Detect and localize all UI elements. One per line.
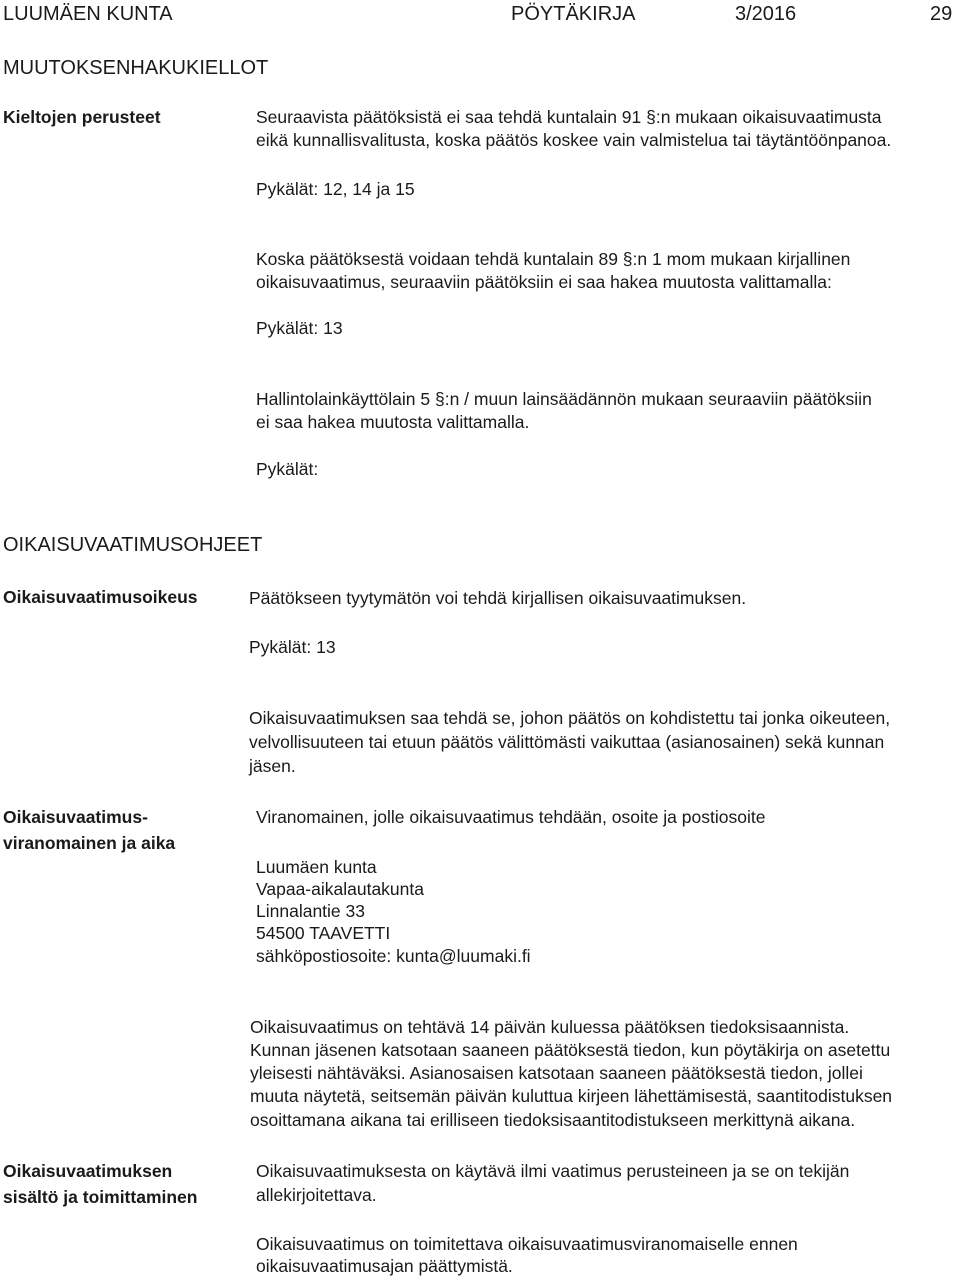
paragraph-line: muuta näytetä, seitsemän päivän kuluttua kirjeen lähettämisestä, saantitodistuksen [250,1086,893,1106]
paragraph-line: Viranomainen, jolle oikaisuvaatimus tehdään, osoite ja postiosoite [256,807,766,827]
paragraph-line: oikaisuvaatimusajan päättymistä. [256,1256,513,1276]
page-number: 29 [930,3,953,25]
paragraph-line: ei saa hakea muutosta valittamalla. [256,412,530,432]
pykalat-line: Pykälät: 12, 14 ja 15 [256,179,415,199]
paragraph-line: Oikaisuvaatimuksesta on käytävä ilmi vaatimus perusteineen ja se on tekijän [256,1161,850,1181]
paragraph-line: Päätökseen tyytymätön voi tehdä kirjallisen oikaisuvaatimuksen. [249,588,747,608]
paragraph-line: eikä kunnallisvalitusta, koska päätös koskee vain valmistelua tai täytäntöönpanoa. [256,130,892,150]
address-line: Vapaa-aikalautakunta [256,879,424,899]
document-number: 3/2016 [735,3,797,25]
section-title-muutoksenhakukiellot: MUUTOKSENHAKUKIELLOT [3,57,269,79]
pykalat-line: Pykälät: 13 [256,318,343,338]
label-sisalto-line: sisältö ja toimittaminen [3,1187,198,1207]
paragraph-line: Oikaisuvaatimus on toimitettava oikaisuvaatimusviranomaiselle ennen [256,1234,798,1254]
paragraph-line: yleisesti nähtäväksi. Asianosaisen katsotaan saaneen päätöksestä tiedon, jollei [250,1063,863,1083]
pykalat-line: Pykälät: [256,459,319,479]
paragraph-line: Kunnan jäsenen katsotaan saaneen päätöksestä tiedon, kun pöytäkirja on asetettu [250,1040,891,1060]
paragraph-line: oikaisuvaatimus, seuraaviin päätöksiin ei saa hakea muutosta valittamalla: [256,272,832,292]
municipality-name: LUUMÄEN KUNTA [3,3,173,25]
email-line: sähköpostiosoite: kunta@luumaki.fi [256,946,531,966]
paragraph-line: Seuraavista päätöksistä ei saa tehdä kuntalain 91 §:n mukaan oikaisuvaatimusta [256,107,882,127]
label-viranomainen-line: Oikaisuvaatimus- [3,807,148,827]
label-sisalto-line: Oikaisuvaatimuksen [3,1161,173,1181]
paragraph-line: osoittamana aikana tai erilliseen tiedoksisaantitodistukseen merkittynä aikana. [250,1110,856,1130]
pykalat-line: Pykälät: 13 [249,637,336,657]
address-line: Luumäen kunta [256,857,377,877]
address-line: Linnalantie 33 [256,901,365,921]
paragraph-line: allekirjoitettava. [256,1185,377,1205]
document-type: PÖYTÄKIRJA [511,3,636,25]
paragraph-line: Oikaisuvaatimuksen saa tehdä se, johon päätös on kohdistettu tai jonka oikeuteen, [249,708,891,728]
paragraph-line: velvollisuuteen tai etuun päätös välittömästi vaikuttaa (asianosainen) sekä kunnan [249,732,885,752]
label-kieltojen-perusteet: Kieltojen perusteet [3,107,161,127]
label-viranomainen-line: viranomainen ja aika [3,833,176,853]
label-oikaisuvaatimusoikeus: Oikaisuvaatimusoikeus [3,587,198,607]
paragraph-line: Koska päätöksestä voidaan tehdä kuntalain 89 §:n 1 mom mukaan kirjallinen [256,249,851,269]
paragraph-line: Oikaisuvaatimus on tehtävä 14 päivän kuluessa päätöksen tiedoksisaannista. [250,1017,850,1037]
paragraph-line: jäsen. [249,756,296,776]
paragraph-line: Hallintolainkäyttölain 5 §:n / muun lainsäädännön mukaan seuraaviin päätöksiin [256,389,872,409]
address-line: 54500 TAAVETTI [256,923,391,943]
section-title-oikaisuvaatimusohjeet: OIKAISUVAATIMUSOHJEET [3,534,263,556]
